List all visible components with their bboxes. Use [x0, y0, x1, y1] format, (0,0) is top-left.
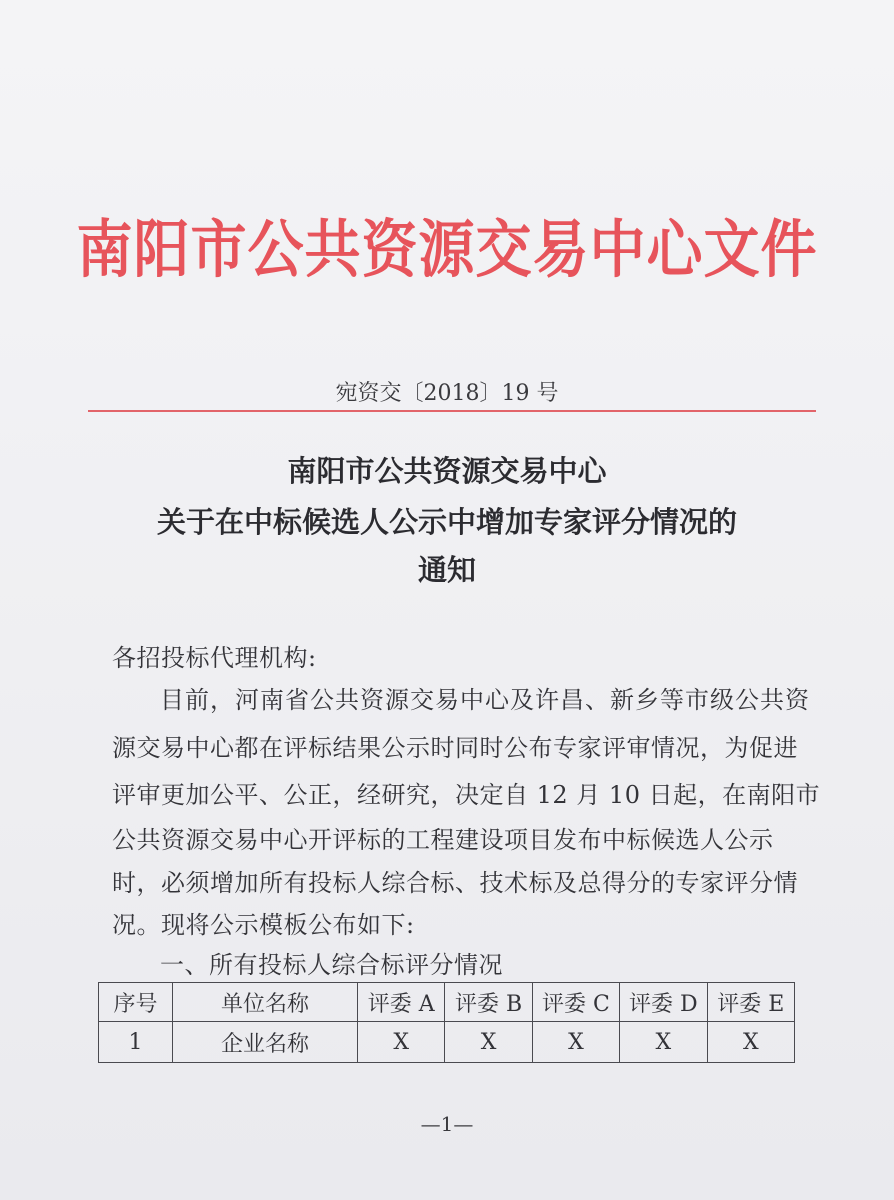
- body-line-5: 时，必须增加所有投标人综合标、技术标及总得分的专家评分情: [112, 869, 798, 897]
- document-number: 宛资交〔2018〕19 号: [335, 381, 559, 406]
- cell-judge-e: X: [707, 1022, 794, 1063]
- notice-title-line-2: 关于在中标候选人公示中增加专家评分情况的: [156, 505, 737, 539]
- page-number: —1—: [420, 1112, 474, 1136]
- cell-judge-c: X: [532, 1022, 619, 1063]
- header-judge-d: 评委 D: [620, 983, 707, 1022]
- header-judge-c: 评委 C: [532, 983, 619, 1022]
- salutation: 各招投标代理机构:: [112, 644, 317, 672]
- cell-judge-d: X: [620, 1022, 707, 1063]
- notice-title-line-3: 通知: [417, 553, 476, 587]
- body-line-4: 公共资源交易中心开评标的工程建设项目发布中标候选人公示: [112, 826, 774, 854]
- body-line-3: 评审更加公平、公正，经研究，决定自 12 月 10 日起，在南阳市: [112, 781, 821, 809]
- table-row: [99, 1022, 795, 1063]
- body-line-1: 目前，河南省公共资源交易中心及许昌、新乡等市级公共资: [160, 686, 810, 714]
- cell-judge-b: X: [445, 1022, 532, 1063]
- header-judge-a: 评委 A: [358, 983, 445, 1022]
- body-line-2: 源交易中心都在评标结果公示时同时公布专家评审情况，为促进: [112, 734, 798, 762]
- table-header-row: [99, 983, 795, 1022]
- masthead-title: 南阳市公共资源交易中心文件: [76, 213, 818, 287]
- header-judge-b: 评委 B: [445, 983, 532, 1022]
- notice-title-line-1: 南阳市公共资源交易中心: [287, 454, 607, 488]
- header-judge-e: 评委 E: [707, 983, 794, 1022]
- cell-company-name: 企业名称: [173, 1022, 358, 1063]
- red-separator-line: [88, 410, 816, 412]
- cell-judge-a: X: [358, 1022, 445, 1063]
- score-table: [98, 982, 795, 1063]
- body-line-6: 况。现将公示模板公布如下:: [112, 911, 415, 939]
- section-heading: 一、所有投标人综合标评分情况: [160, 951, 503, 979]
- cell-seq: 1: [99, 1022, 173, 1063]
- header-seq: 序号: [99, 983, 173, 1022]
- header-company-name: 单位名称: [173, 983, 358, 1022]
